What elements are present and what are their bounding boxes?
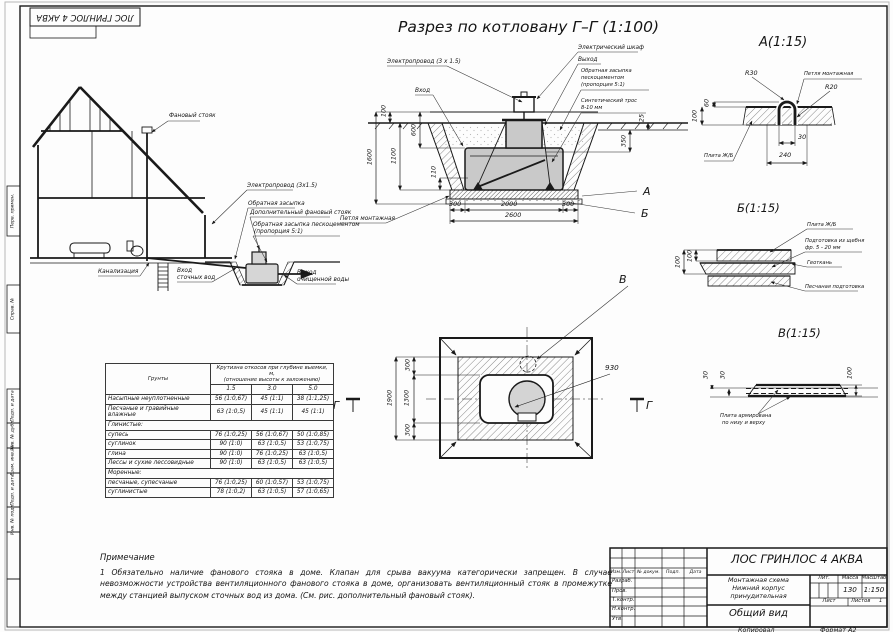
table-row — [106, 459, 334, 469]
table-cell: 63 (1:0,5) — [252, 488, 293, 498]
titleblock-rev-header: Дата — [689, 570, 702, 575]
label-pit-outlet: Выход — [578, 57, 598, 63]
detail-b-rubble-2: фр. 5 - 20 мм — [805, 245, 841, 251]
table-cell: 90 (1:0) — [211, 449, 252, 459]
label-inlet-2: сточных вод — [177, 275, 216, 281]
titleblock-role: Т.контр. — [612, 597, 635, 603]
table-header-slope-1: Крутизна откосов при глубине выемки, м, — [216, 365, 328, 378]
label-pit-backfill-3: (пропорция 5:1) — [581, 82, 625, 88]
table-cell-category: Глинистые: — [106, 420, 334, 430]
margin-label: Инв. № подл. — [10, 503, 16, 535]
detail-a-dim-100: 100 — [690, 109, 699, 123]
dim-1600: 1600 — [365, 148, 374, 166]
titleblock-view-name: Общий вид — [729, 608, 788, 619]
margin-label: Перв. примен. — [10, 193, 16, 229]
table-cell: 63 (1:0,5) — [252, 459, 293, 469]
label-rope-1: Синтетический трос — [581, 98, 637, 104]
detail-marker-a: А — [643, 185, 651, 198]
detail-a-dim-240: 240 — [779, 151, 792, 159]
dim-25: 25 — [637, 113, 646, 123]
dim-2000: 2000 — [501, 200, 518, 208]
plan-dim-1900: 1900 — [385, 389, 394, 407]
table-row — [106, 364, 334, 385]
table-header-soils: Грунты — [106, 364, 211, 395]
table-cell: Песчаные и гравийные влажные — [106, 404, 211, 420]
detail-marker-b: Б — [641, 207, 649, 220]
detail-b-dim-100b: 100 — [673, 255, 682, 269]
table-cell: 63 (1:0,5) — [252, 440, 293, 450]
plan-dim-diameter: 930 — [605, 363, 619, 372]
detail-marker-v: В — [619, 273, 627, 286]
table-cell: 76 (1:0,25) — [211, 478, 252, 488]
table-header-depth: 1.5 — [211, 385, 252, 395]
soil-slope-table — [105, 363, 334, 498]
table-cell: глина — [106, 449, 211, 459]
label-inlet-1: Вход — [177, 268, 192, 274]
titleblock-mass-label: Масса — [841, 575, 859, 581]
titleblock-docname-1: Монтажная схема — [728, 576, 789, 584]
table-cell: 45 (1:1) — [252, 394, 293, 404]
titleblock-rev-header: № докум. — [637, 570, 660, 575]
detail-v-note-1: Плита армирована — [720, 413, 772, 419]
titleblock-rev-header: Лист — [622, 570, 635, 575]
note-body: 1 Обязательно наличие фанового стояка в доме. Клапан для срыва вакуума категорически запрещен. В случае невозможности устройства вентиляционного фанового стояка в доме, организовать вентиляционный стояк в промежутке между станцией выпуском сточных вод из дома. (См. рис. дополнительный фановый стояк). — [100, 568, 612, 600]
detail-a-r20: R20 — [825, 83, 838, 91]
detail-a-dim-30: 30 — [798, 133, 807, 141]
section-marker-g-left: Г — [333, 399, 340, 412]
table-row — [106, 440, 334, 450]
plan-dim-1300: 1300 — [402, 389, 411, 407]
detail-b-title: Б(1:15) — [737, 201, 780, 215]
label-outlet-2: очищенной воды — [297, 277, 350, 283]
table-row — [106, 404, 334, 420]
table-header-depth: 3.0 — [252, 385, 293, 395]
dim-2600: 2600 — [505, 211, 522, 219]
sheet-title: Разрез по котловану Г–Г (1:100) — [398, 18, 660, 36]
table-cell: 57 (1:0,65) — [293, 488, 334, 498]
table-cell: 53 (1:0,75) — [293, 478, 334, 488]
footer-format: Формат А2 — [820, 626, 857, 632]
label-rope-2: 8-10 мм — [581, 105, 603, 111]
titleblock-rev-header: Изм. — [610, 570, 622, 575]
table-cell: 53 (1:0,75) — [293, 440, 334, 450]
titleblock-sheets-value: 1 — [879, 598, 883, 604]
table-cell: суглинистые — [106, 488, 211, 498]
note-heading: Примечание — [100, 552, 155, 562]
table-header-slope — [211, 364, 334, 385]
dim-350: 350 — [619, 134, 628, 148]
titleblock-sheet-label: Лист — [822, 598, 836, 604]
table-row — [106, 449, 334, 459]
table-cell: 63 (1:0,5) — [211, 404, 252, 420]
detail-a-r30: R30 — [745, 69, 758, 77]
label-house-cement-2: (пропорция 5:1) — [254, 229, 303, 235]
footer-copied: Копировал — [738, 626, 775, 632]
dim-110: 110 — [429, 165, 438, 179]
titleblock-mass-value: 130 — [843, 585, 857, 594]
table-cell: 76 (1:0,25) — [211, 430, 252, 440]
top-left-mirrored-stamp: ЛОС ГРИНЛОС 4 АКВА — [36, 12, 134, 22]
detail-a-slab-label: Плита Ж/Б — [704, 153, 734, 159]
label-cabinet: Электрический шкаф — [578, 45, 645, 51]
detail-a-dim-60: 60 — [702, 98, 711, 108]
label-sewer: Канализация — [98, 269, 139, 275]
table-header-depth: 5.0 — [293, 385, 334, 395]
titleblock-sheets-label: Листов — [851, 598, 871, 604]
label-house-cement-1: Обратная засыпка пескоцементом — [253, 222, 360, 228]
plan-dim-300-top: 300 — [403, 358, 412, 372]
titleblock-product: ЛОС ГРИНЛОС 4 АКВА — [730, 552, 864, 566]
detail-b-rubble-1: Подготовка из щебня — [805, 238, 865, 244]
margin-label: Справ. № — [10, 297, 16, 321]
table-cell: 90 (1:0) — [211, 459, 252, 469]
label-pit-backfill-2: пескоцементом — [581, 75, 625, 81]
titleblock-role: Пров. — [612, 588, 628, 594]
table-cell: 63 (1:0,5) — [293, 449, 334, 459]
table-row — [106, 469, 334, 479]
label-pit-electric: Электропровод (3 х 1.5) — [387, 59, 461, 65]
titleblock-role: Утв. — [612, 616, 623, 622]
table-cell: Лессы и сухие лессовидные — [106, 459, 211, 469]
table-cell: 50 (1:0,85) — [293, 430, 334, 440]
margin-label: Инв. № дубл. — [10, 419, 16, 451]
table-cell: суглинок — [106, 440, 211, 450]
detail-b-geotextile-label: Геоткань — [807, 260, 833, 266]
titleblock-docname-2: Нижний корпус — [732, 584, 785, 592]
label-vent-stack: Фановый стояк — [169, 113, 216, 119]
table-cell: 45 (1:1) — [252, 404, 293, 420]
titleblock-scale-label: Масштаб — [861, 575, 887, 581]
dim-100: 100 — [379, 104, 388, 118]
label-house-electric: Электропровод (3х1.5) — [247, 183, 318, 189]
detail-b-dim-100a: 100 — [685, 249, 694, 263]
margin-label: Подп. и дата — [10, 474, 16, 506]
label-pit-inlet: Вход — [415, 88, 430, 94]
table-header-slope-2: (отношение высоты к заложению) — [223, 377, 321, 384]
detail-a-loop-label: Петля монтажная — [804, 71, 854, 77]
titleblock-role: Н.контр. — [612, 606, 636, 612]
table-row — [106, 394, 334, 404]
table-cell: 60 (1:0,57) — [252, 478, 293, 488]
dim-300-left: 300 — [449, 200, 462, 208]
titleblock-rev-header: Подп. — [666, 570, 680, 575]
detail-v-note-2: по низу и верху — [722, 420, 766, 426]
label-pit-backfill-1: Обратная засыпка — [581, 68, 632, 74]
dim-300-right: 300 — [562, 200, 575, 208]
table-row — [106, 430, 334, 440]
table-row — [106, 420, 334, 430]
titleblock-docname-3: принудительная — [730, 592, 787, 600]
label-extra-vent-stack: Дополнительный фановый стояк — [250, 210, 352, 216]
section-marker-g-right: Г — [646, 399, 653, 412]
detail-b-sand-label: Песчаная подготовка — [805, 284, 865, 290]
titleblock-role: Разраб. — [612, 578, 633, 584]
table-cell: 56 (1:0,67) — [211, 394, 252, 404]
table-row — [106, 488, 334, 498]
titleblock-lit-label: Лит. — [818, 575, 830, 581]
table-row — [106, 478, 334, 488]
table-cell: 45 (1:1) — [293, 404, 334, 420]
table-cell: Насыпные неуплотненные — [106, 394, 211, 404]
margin-label: Подп. и дата — [10, 390, 16, 422]
table-cell: супесь — [106, 430, 211, 440]
label-outlet-1: Выход — [297, 270, 317, 276]
table-cell: 38 (1:1,25) — [293, 394, 334, 404]
table-cell: 63 (1:0,5) — [293, 459, 334, 469]
dim-1100: 1100 — [389, 147, 398, 165]
table-cell: песчаные, супесчаные — [106, 478, 211, 488]
detail-v-dim-30a: 30 — [701, 370, 710, 380]
label-mounting-loop: Петля монтажная — [340, 216, 396, 222]
label-house-backfill: Обратная засыпка — [248, 201, 305, 207]
detail-v-dim-30b: 30 — [718, 370, 727, 380]
table-cell: 78 (1:0,2) — [211, 488, 252, 498]
titleblock-scale-value: 1:150 — [863, 585, 885, 594]
table-cell: 90 (1:0) — [211, 440, 252, 450]
table-cell-category: Моренные: — [106, 469, 334, 479]
plan-dim-300-bottom: 300 — [403, 423, 412, 437]
detail-v-title: В(1:15) — [778, 326, 821, 340]
table-cell: 56 (1:0,67) — [252, 430, 293, 440]
dim-600: 600 — [409, 123, 418, 137]
margin-label: Взам. инв. № — [10, 444, 16, 476]
detail-b-slab-label: Плита Ж/Б — [807, 222, 837, 228]
detail-a-title: А(1:15) — [759, 35, 808, 50]
table-cell: 76 (1:0,25) — [252, 449, 293, 459]
detail-v-dim-100: 100 — [845, 366, 854, 380]
